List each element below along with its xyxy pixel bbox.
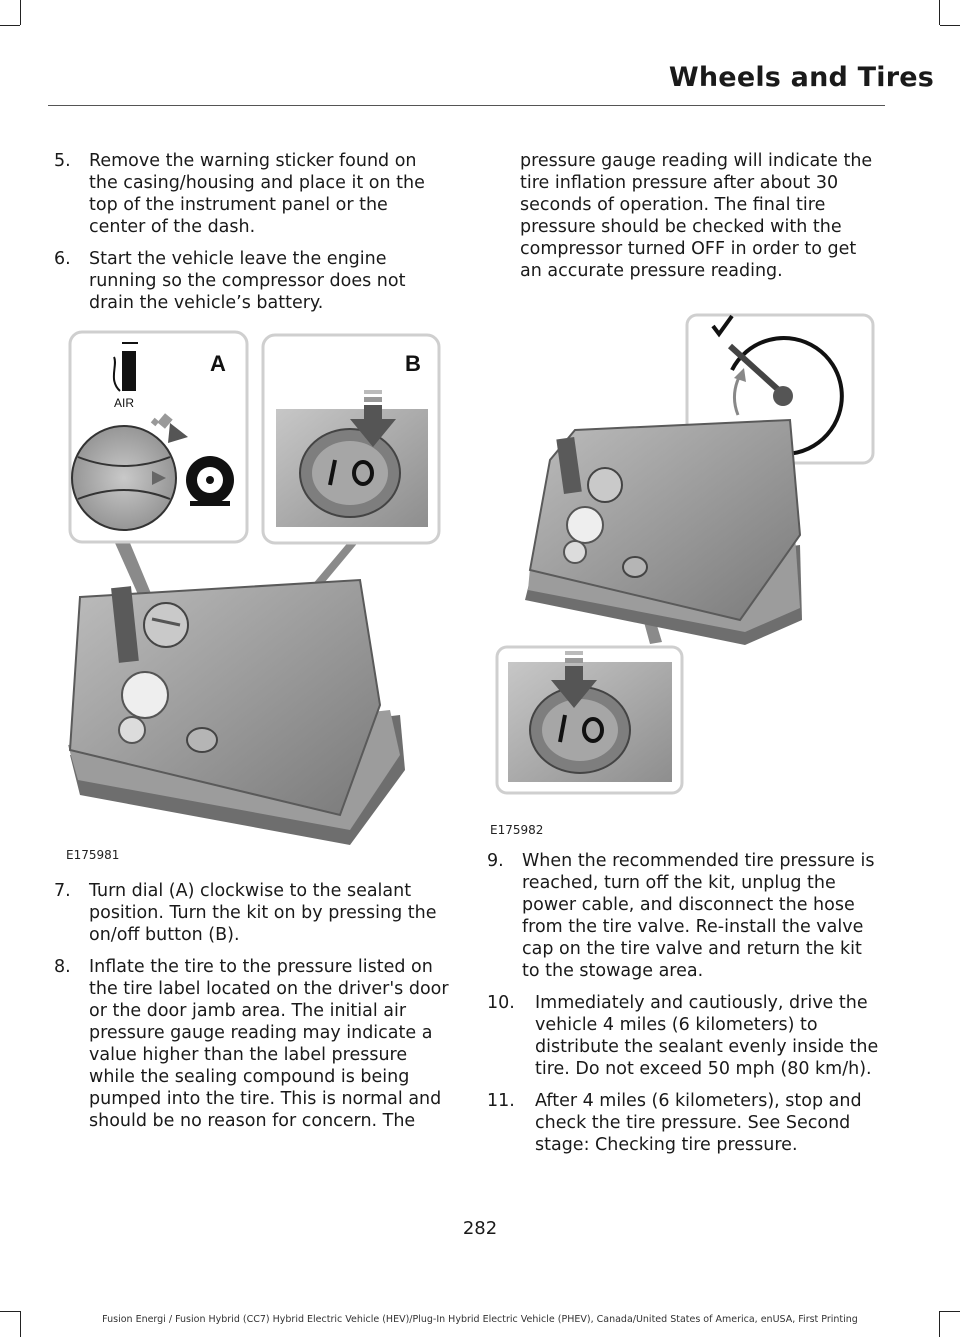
step-text: Immediately and cautiously, drive the vehicle 4 miles (6 kilometers) to distribute the sealant evenly inside the tire. Do not exceed 50 mph (80 km/h). (535, 993, 879, 1079)
step-number: 10. (487, 993, 515, 1013)
compressor-body (525, 420, 802, 645)
page-title: Wheels and Tires (668, 62, 934, 93)
air-label: AIR (114, 396, 135, 410)
step-11 (487, 1090, 883, 1156)
step-text: Remove the warning sticker found on the casing/housing and place it on the top of the instrument panel or the center of the dash. (89, 151, 425, 237)
figure-compressor-dial-and-button (60, 325, 450, 855)
label-a: A (210, 351, 226, 376)
step-text: Inflate the tire to the pressure listed on the tire label located on the driver's door or the door jamb area. The initial air pressure gauge reading may indicate a value higher than the label pressure while the sealing compound is being pumped into the tire. This is normal and should be no reason for concern. The (89, 957, 449, 1131)
step-text: When the recommended tire pressure is reached, turn off the kit, unplug the power cable, and disconnect the hose from the tire valve. Re-install the valve cap on the tire valve and return the kit to the stowage area. (522, 851, 875, 981)
right-column-bottom (487, 850, 883, 1166)
right-column-top (487, 150, 883, 282)
dial-closeup (72, 426, 176, 530)
step-number: 7. (54, 881, 71, 901)
page-number: 282 (462, 1218, 498, 1239)
left-column-top (54, 150, 449, 324)
step-number: 5. (54, 151, 71, 171)
figure-code: E175981 (66, 848, 120, 862)
step-7 (54, 880, 449, 946)
crop-mark (0, 1311, 20, 1312)
step-text: Start the vehicle leave the engine running so the compressor does not drain the vehicle’s battery. (89, 249, 406, 313)
crop-mark (939, 0, 940, 25)
figure-code: E175982 (490, 823, 544, 837)
step-text: After 4 miles (6 kilometers), stop and check the tire pressure. See Second stage: Checking tire pressure. (535, 1091, 862, 1155)
step-10 (487, 992, 883, 1080)
crop-mark (940, 25, 960, 26)
crop-mark (940, 1311, 960, 1312)
step-9 (487, 850, 883, 982)
figure-pressure-gauge (490, 310, 880, 800)
crop-mark (20, 0, 21, 25)
step-5 (54, 150, 449, 238)
step-6 (54, 248, 449, 314)
header-divider (48, 105, 885, 106)
left-column-bottom (54, 880, 449, 1142)
step-8-continuation: pressure gauge reading will indicate the tire inflation pressure after about 30 seconds of operation. The final tire pressure should be checked with the compressor turned OFF in order to get an accurate pressure reading. (520, 151, 873, 281)
step-8 (54, 956, 449, 1132)
step-number: 8. (54, 957, 71, 977)
compressor-body (68, 580, 405, 845)
step-number: 11. (487, 1091, 515, 1111)
step-text: Turn dial (A) clockwise to the sealant position. Turn the kit on by pressing the on/off button (B). (89, 881, 437, 945)
crop-mark (0, 25, 20, 26)
step-number: 9. (487, 851, 504, 871)
step-number: 6. (54, 249, 71, 269)
footer-text: Fusion Energi / Fusion Hybrid (CC7) Hybrid Electric Vehicle (HEV)/Plug-In Hybrid Electric Vehicle (PHEV), Canada/United States of America, enUSA, First Printing (102, 1314, 858, 1325)
label-b: B (405, 351, 421, 376)
